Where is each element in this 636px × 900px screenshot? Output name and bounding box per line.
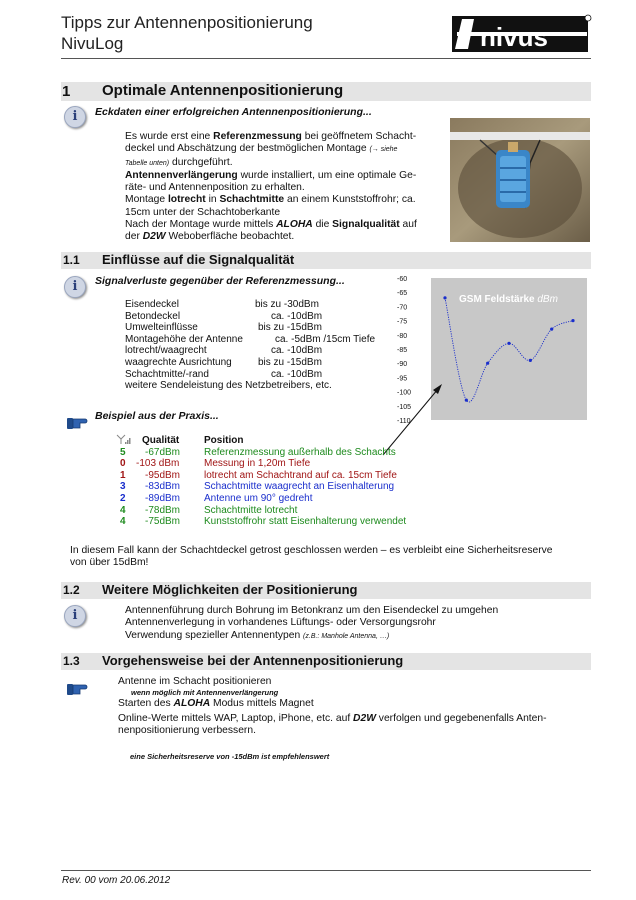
info-icon: i — [64, 605, 86, 627]
y-tick-label: -95 — [397, 375, 408, 383]
document-title-line2: NivuLog — [61, 34, 124, 53]
example-heading: Beispiel aus der Praxis... — [95, 410, 219, 422]
info-icon: i — [64, 276, 86, 298]
example-table — [120, 435, 406, 528]
y-tick-label: -80 — [397, 332, 408, 340]
y-tick-label: -100 — [397, 389, 412, 397]
section-title: Optimale Antennenpositionierung — [102, 82, 344, 99]
column-header-quality: Qualität — [142, 435, 180, 446]
chart-title: GSM Feldstärke dBm — [459, 294, 558, 305]
data-point — [571, 319, 574, 322]
list-item: Antennenverlegung in vorhandenes Lüftungs- oder Versorgungsrohr — [125, 617, 436, 629]
y-tick-label: -60 — [397, 276, 408, 283]
table-row: 2 -89dBm Antenne um 90° gedreht — [120, 492, 313, 504]
list-item: Verwendung spezieller Antennentypen (z.B.: Manhole Antenna, …) — [125, 629, 390, 641]
data-point — [550, 328, 553, 331]
table-row: 0 -103 dBm Messung in 1,20m Tiefe — [120, 458, 311, 470]
section-number: 1.3 — [63, 654, 80, 668]
subheading: Signalverluste gegenüber der Referenzmessung... — [95, 275, 345, 287]
recommendation-note: eine Sicherheitsreserve von -15dBm ist empfehlenswert — [130, 752, 330, 761]
document-title-line1: Tipps zur Antennenpositionierung — [61, 13, 313, 32]
y-tick-label: -85 — [397, 347, 408, 354]
data-point — [465, 399, 468, 402]
section-title: Einflüsse auf die Signalqualität — [102, 252, 295, 267]
nivus-logo — [452, 14, 592, 54]
y-tick-label: -110 — [397, 418, 411, 424]
column-header-position: Position — [204, 435, 244, 446]
data-point — [529, 359, 532, 362]
logo-text: nivus — [480, 22, 548, 52]
table-row: 5 -67dBm Referenzmessung außerhalb des Schachts — [120, 446, 396, 458]
document-title — [61, 12, 313, 54]
y-tick-label: -105 — [397, 403, 412, 411]
pointing-hand-icon — [66, 413, 88, 431]
section-title: Weitere Möglichkeiten der Positionierung — [102, 582, 358, 597]
footer-rule — [61, 870, 591, 871]
list-item: Schachtmitte/-rand ca. -10dBm — [125, 368, 323, 380]
section-number: 1.2 — [63, 583, 80, 597]
section12-list — [125, 605, 585, 643]
list-item: lotrecht/waagrecht ca. -10dBm — [125, 345, 323, 357]
list-item: Eisendeckel bis zu -30dBm — [125, 299, 319, 310]
section-title: Vorgehensweise bei der Antennenpositionierung — [102, 653, 404, 668]
list-item: waagrechte Ausrichtung bis zu -15dBm — [125, 356, 322, 368]
table-row: 4 -78dBm Schachtmitte lotrecht — [120, 504, 298, 516]
section1-body: Es wurde erst eine Referenzmessung bei geöffnetem Schacht- deckel und Abschätzung der bestmöglichen Montage (→ siehe Tabelle unten) durchgeführt. Antennenverlängerung wurde installiert, um eine optimale Ge- räte- und Antennenposition zu erhalten. Montage lotrecht in Schachtmitte an einem Kunststoffrohr; ca. 15cm unter der Schachtoberkante Nach der Montage wurde mittels ALOHA die Signalqualität auf der D2W Weboberfläche beobachtet. — [125, 131, 417, 243]
revision-footer: Rev. 00 vom 20.06.2012 — [62, 875, 171, 886]
list-item: Antennenführung durch Bohrung im Betonkranz um den Eisendeckel zu umgehen — [125, 605, 499, 616]
antenna-photo — [450, 118, 590, 242]
data-point — [486, 362, 489, 365]
y-tick-label: -70 — [397, 304, 408, 312]
table-row: 1 -95dBm lotrecht am Schachtrand auf ca. 15cm Tiefe — [120, 469, 397, 481]
pointing-hand-icon — [66, 679, 88, 697]
y-tick-label: -75 — [397, 318, 408, 326]
list-item: weitere Sendeleistung des Netzbetreibers, etc. — [125, 380, 332, 392]
table-row: 3 -83dBm Schachtmitte waagrecht an Eisenhalterung — [120, 481, 395, 493]
section-number: 1.1 — [63, 253, 80, 267]
data-point — [507, 342, 510, 345]
y-tick-label: -65 — [397, 290, 408, 298]
data-point — [443, 296, 446, 299]
list-item: Betondeckel ca. -10dBm — [125, 310, 323, 322]
section13-body: Antenne im Schacht positionieren wenn möglich mit Antennenverlängerung Starten des ALOHA Modus mittels Magnet Online-Werte mittels WAP, Laptop, iPhone, etc. auf D2W verfolgen und gegebenenfalls Anten- nenpositionierung verbessern. — [118, 676, 547, 736]
header-rule — [61, 58, 591, 59]
info-icon: i — [64, 106, 86, 128]
subheading: Eckdaten einer erfolgreichen Antennenpositionierung... — [95, 106, 372, 118]
list-item: Montagehöhe der Antenne ca. -5dBm /15cm Tiefe — [125, 333, 376, 345]
signal-loss-list — [125, 299, 395, 392]
section-number: 1 — [62, 83, 71, 100]
table-row: 4 -75dBm Kunststoffrohr statt Eisenhalterung verwendet — [120, 516, 407, 528]
conclusion-text: In diesem Fall kann der Schachtdeckel getrost geschlossen werden – es verbleibt eine Sicherheitsreserve von über 15dBm! — [70, 545, 553, 569]
table-header-row — [120, 435, 406, 447]
list-item: Umwelteinflüsse bis zu -15dBm — [125, 322, 322, 334]
y-tick-label: -90 — [397, 361, 408, 369]
